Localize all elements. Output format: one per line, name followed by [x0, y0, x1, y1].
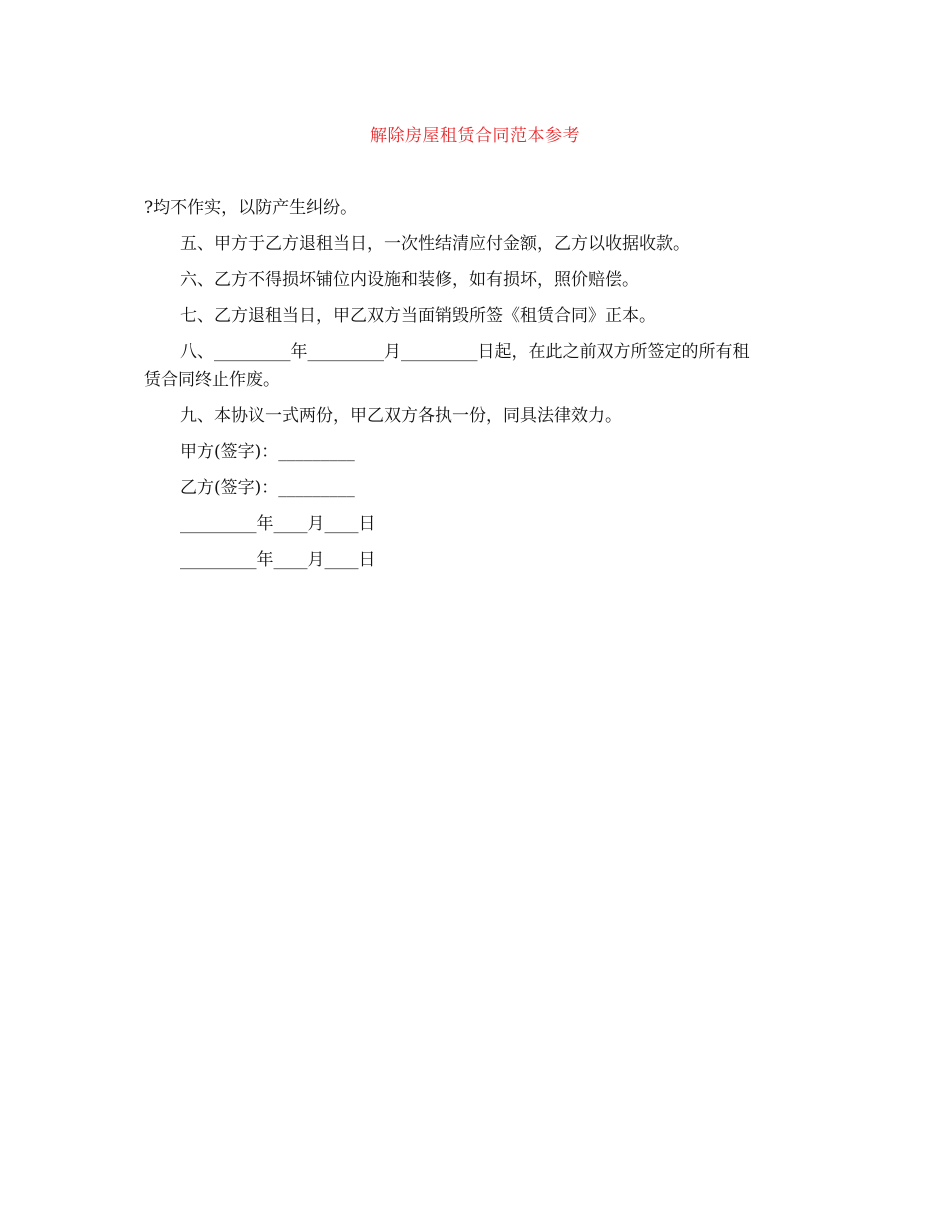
signing-date-a: _________年____月____日 [180, 514, 376, 534]
signing-date-b: _________年____月____日 [180, 550, 376, 570]
clause-nine: 九、本协议一式两份，甲乙双方各执一份，同具法律效力。 [180, 406, 622, 426]
document-body [144, 196, 824, 584]
clause-eight: 八、_________年_________月_________日起，在此之前双方所签定的所有租 [180, 342, 750, 362]
clause-five: 五、甲方于乙方退租当日，一次性结清应付金额，乙方以收据收款。 [180, 234, 690, 254]
party-b-signature: 乙方(签字)：_________ [180, 478, 355, 498]
document-title: 解除房屋租赁合同范本参考 [370, 126, 580, 146]
clause-six: 六、乙方不得损坏铺位内设施和装修，如有损坏，照价赔偿。 [180, 270, 639, 290]
paragraph-continuation: ?均不作实，以防产生纠纷。 [144, 198, 358, 218]
clause-seven: 七、乙方退租当日，甲乙双方当面销毁所签《租赁合同》正本。 [180, 306, 656, 326]
party-a-signature: 甲方(签字)：_________ [180, 442, 355, 462]
clause-eight-continued: 赁合同终止作废。 [144, 370, 280, 390]
